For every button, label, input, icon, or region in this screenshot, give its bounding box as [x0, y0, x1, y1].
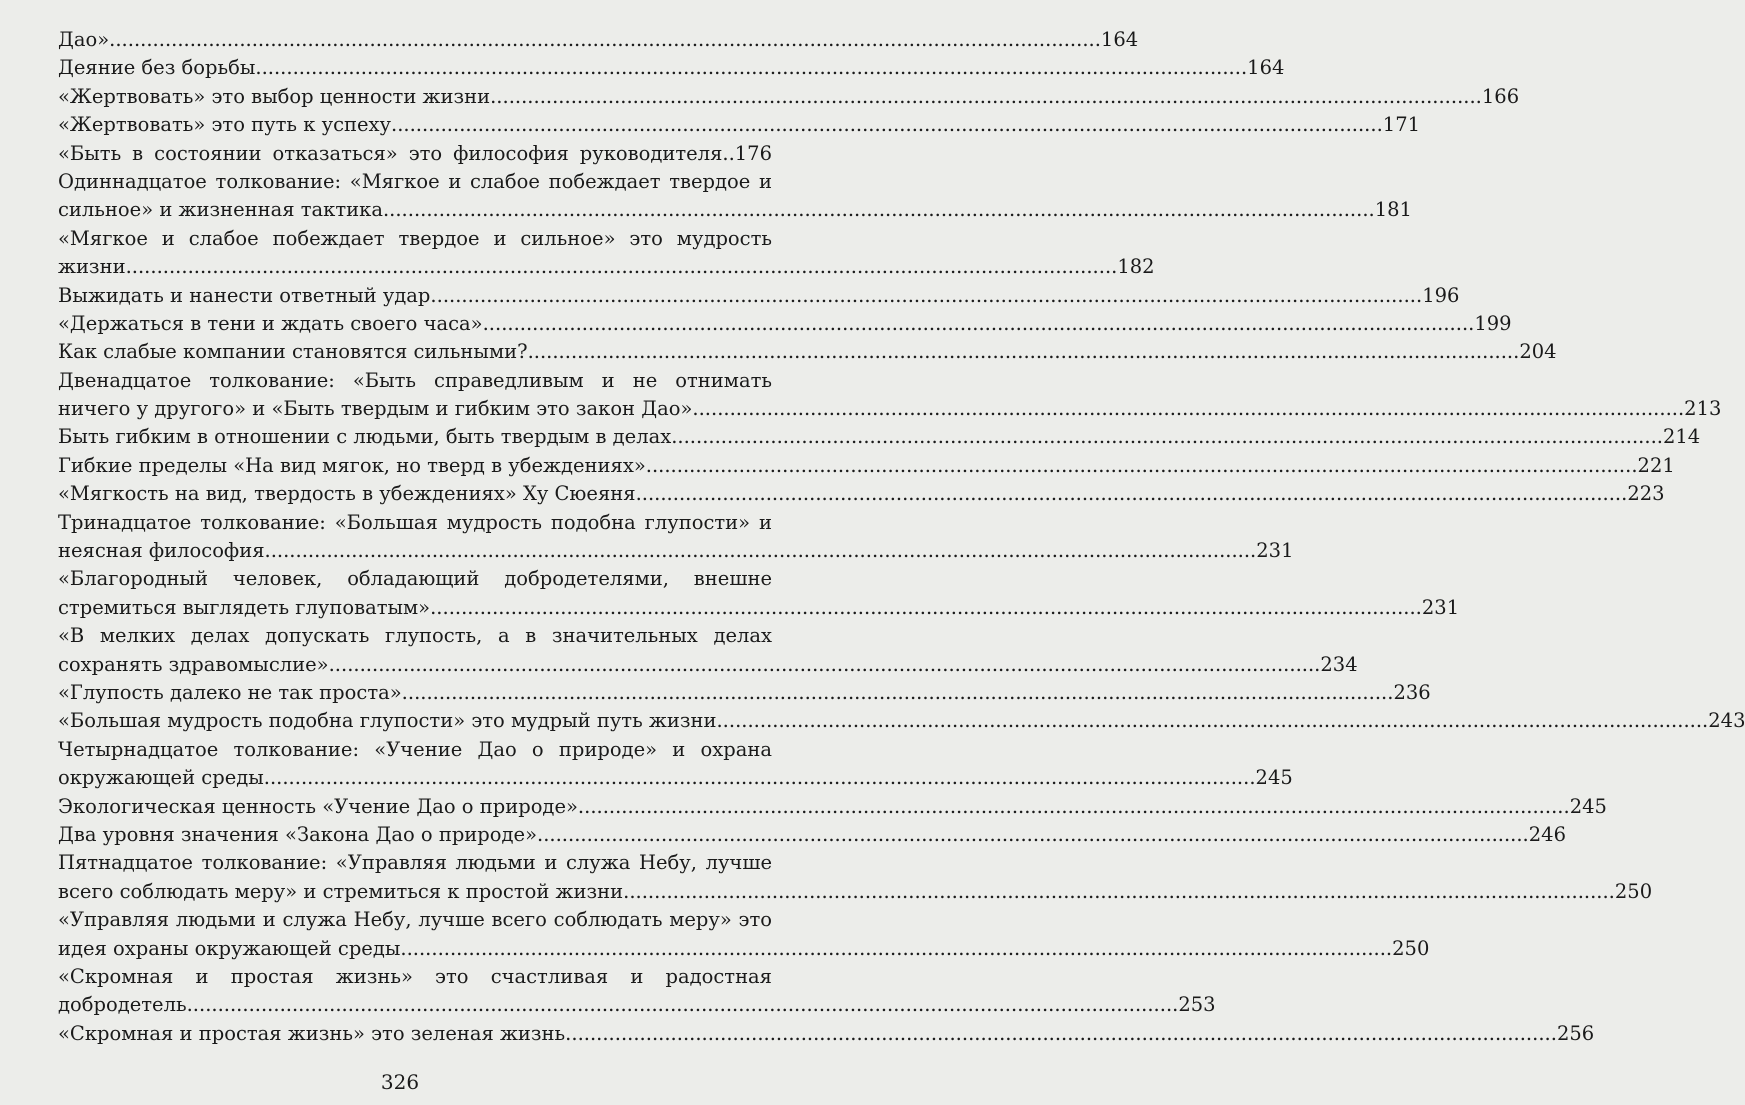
- toc-entry-page: 166: [1481, 84, 1520, 108]
- toc-entry-title: ничего у другого» и «Быть твердым и гибким это закон Дао»: [58, 397, 693, 421]
- toc-entry: «Быть в состоянии отказаться» это философия руководителя..176: [58, 141, 772, 165]
- toc-entry: [58, 338, 1557, 366]
- toc-entry: [58, 679, 1431, 707]
- toc-entry-title: Деяние без борьбы: [58, 56, 256, 80]
- toc-entry: Тринадцатое толкование: «Большая мудрость подобна глупости» и: [58, 510, 772, 534]
- toc-entry: [58, 793, 1607, 821]
- toc-entry: [58, 282, 1460, 310]
- toc-entry-page: 223: [1627, 482, 1665, 506]
- toc-entry: [58, 764, 1293, 792]
- toc-entry-page: 231: [1421, 595, 1460, 619]
- toc-entry: «Мягкое и слабое побеждает твердое и сильное» это мудрость: [58, 226, 772, 250]
- dot-leader: [716, 707, 1708, 735]
- toc-entry-page: 253: [1178, 993, 1216, 1017]
- dot-leader: [671, 423, 1663, 451]
- dot-leader: [109, 26, 1101, 54]
- page-number: 326: [380, 1070, 420, 1094]
- toc-entry: Одиннадцатое толкование: «Мягкое и слабое побеждает твердое и: [58, 169, 772, 193]
- toc-entry-title: Как слабые компании становятся сильными?: [58, 340, 528, 364]
- toc-entry-page: 182: [1117, 255, 1155, 279]
- toc-entry-title: «Жертвовать» это выбор ценности жизни: [58, 84, 491, 108]
- toc-entry-page: 250: [1392, 936, 1430, 960]
- table-of-contents: [58, 26, 1745, 1048]
- dot-leader: [636, 480, 1628, 508]
- toc-entry-page: 164: [1100, 28, 1139, 51]
- toc-entry-page: 171: [1382, 113, 1421, 137]
- toc-entry-title: Дао»: [58, 28, 110, 51]
- toc-entry-page: 213: [1684, 397, 1722, 421]
- toc-entry-page: 245: [1255, 766, 1293, 790]
- toc-entry: [58, 253, 1155, 281]
- toc-entry: [58, 310, 1512, 338]
- dot-leader: [255, 54, 1247, 82]
- toc-entry: [58, 54, 1285, 82]
- toc-entry: [58, 707, 1745, 735]
- toc-entry-title: «Жертвовать» это путь к успеху: [58, 113, 392, 137]
- toc-entry: [58, 452, 1675, 480]
- dot-leader: [692, 395, 1684, 423]
- dot-leader: [430, 282, 1422, 310]
- toc-entry: [58, 423, 1701, 451]
- toc-entry-title: идея охраны окружающей среды: [58, 936, 401, 960]
- dot-leader: [646, 452, 1638, 480]
- dot-leader: [329, 651, 1321, 679]
- dot-leader: [623, 878, 1615, 906]
- toc-entry: [58, 991, 1216, 1019]
- toc-entry-title: добродетель: [58, 993, 187, 1017]
- toc-entry: [58, 83, 1520, 111]
- toc-entry-page: 196: [1422, 283, 1460, 307]
- dot-leader: [264, 764, 1256, 792]
- toc-entry-title: жизни: [58, 255, 126, 279]
- toc-entry: «Управляя людьми и служа Небу, лучше всего соблюдать меру» это: [58, 908, 772, 932]
- dot-leader: [483, 310, 1475, 338]
- toc-entry: Пятнадцатое толкование: «Управляя людьми и служа Небу, лучше: [58, 851, 772, 875]
- toc-entry: «В мелких делах допускать глупость, а в значительных делах: [58, 624, 772, 648]
- toc-entry: [58, 935, 1430, 963]
- toc-entry-page: 204: [1519, 340, 1557, 364]
- toc-entry-title: сильное» и жизненная тактика: [58, 198, 383, 222]
- dot-leader: [265, 537, 1257, 565]
- dot-leader: [578, 793, 1570, 821]
- dot-leader: [528, 338, 1520, 366]
- toc-entry: [58, 111, 1421, 139]
- toc-entry-page: 250: [1614, 879, 1653, 903]
- toc-entry-title: Два уровня значения «Закона Дао о природе»: [58, 822, 537, 846]
- toc-entry-title: «Мягкость на вид, твердость в убеждениях» Ху Сюеяня: [58, 482, 636, 506]
- toc-entry-page: 164: [1247, 56, 1285, 80]
- toc-entry-title: неясная философия: [58, 539, 265, 563]
- toc-entry-title: Быть гибким в отношении с людьми, быть твердым в делах: [58, 425, 672, 449]
- toc-entry-title: Гибкие пределы «На вид мягок, но тверд в убеждениях»: [58, 453, 646, 477]
- dot-leader: [400, 935, 1392, 963]
- toc-entry-title: «Глупость далеко не так проста»: [58, 680, 402, 704]
- toc-entry-page: 256: [1556, 1021, 1595, 1045]
- toc-entry: [58, 480, 1665, 508]
- toc-entry-page: 199: [1474, 311, 1512, 335]
- toc-entry-title: Экологическая ценность «Учение Дао о природе»: [58, 794, 578, 818]
- toc-entry: [58, 537, 1294, 565]
- toc-entry-title: «Держаться в тени и ждать своего часа»: [58, 311, 483, 335]
- dot-leader: [187, 991, 1179, 1019]
- dot-leader: [430, 594, 1422, 622]
- toc-entry-page: 243: [1708, 709, 1745, 733]
- toc-entry-title: сохранять здравомыслие»: [58, 652, 329, 676]
- toc-entry-title: стремиться выглядеть глуповатым»: [58, 595, 431, 619]
- toc-entry: [58, 651, 1358, 679]
- toc-entry: [58, 1020, 1595, 1048]
- toc-entry-page: 246: [1528, 822, 1566, 846]
- toc-entry: [58, 878, 1653, 906]
- toc-entry-page: 231: [1256, 539, 1294, 563]
- toc-entry-page: 234: [1320, 652, 1358, 676]
- dot-leader: [490, 83, 1482, 111]
- toc-entry: Четырнадцатое толкование: «Учение Дао о природе» и охрана: [58, 737, 772, 761]
- toc-entry: «Скромная и простая жизнь» это счастливая и радостная: [58, 964, 772, 988]
- toc-entry-title: «Скромная и простая жизнь» это зеленая жизнь: [58, 1021, 566, 1045]
- dot-leader: [402, 679, 1394, 707]
- toc-entry-title: окружающей среды: [58, 766, 264, 790]
- toc-entry-title: Выжидать и нанести ответный удар: [58, 283, 431, 307]
- toc-entry-title: «Большая мудрость подобна глупости» это мудрый путь жизни: [58, 709, 717, 733]
- dot-leader: [391, 111, 1383, 139]
- dot-leader: [383, 196, 1375, 224]
- toc-entry: [58, 594, 1460, 622]
- toc-entry: Двенадцатое толкование: «Быть справедливым и не отнимать: [58, 368, 772, 392]
- toc-entry-page: 236: [1393, 680, 1431, 704]
- toc-entry-page: 181: [1374, 198, 1412, 222]
- dot-leader: [565, 1020, 1557, 1048]
- toc-entry-page: 221: [1637, 453, 1675, 477]
- toc-entry-page: 214: [1662, 425, 1701, 449]
- toc-entry: [58, 26, 1139, 54]
- toc-entry: [58, 821, 1566, 849]
- toc-entry: «Благородный человек, обладающий добродетелями, внешне: [58, 567, 772, 591]
- dot-leader: [126, 253, 1118, 281]
- toc-entry: [58, 395, 1722, 423]
- toc-entry: [58, 196, 1412, 224]
- toc-entry-page: 245: [1569, 794, 1607, 818]
- toc-entry-title: всего соблюдать меру» и стремиться к простой жизни: [58, 879, 624, 903]
- dot-leader: [537, 821, 1529, 849]
